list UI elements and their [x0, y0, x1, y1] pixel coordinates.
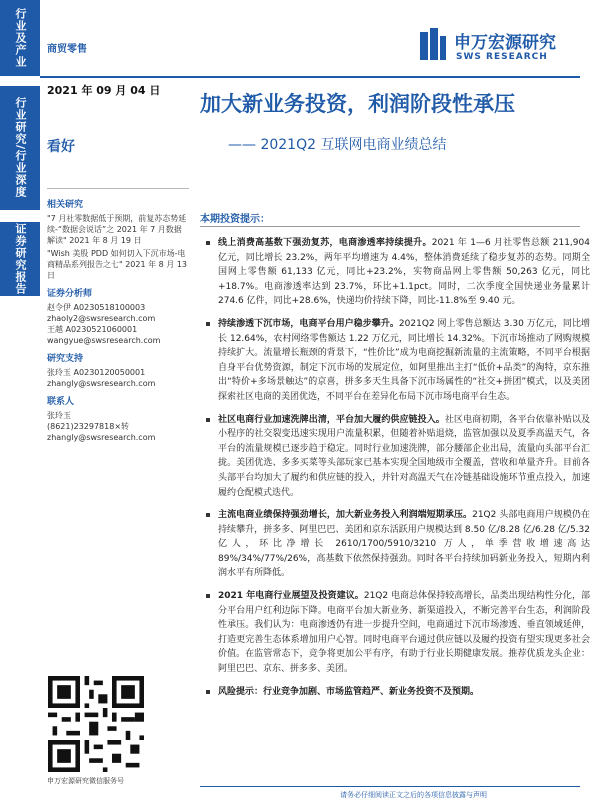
key-point: [200, 413, 590, 501]
key-point: [200, 317, 590, 405]
key-points-list: [200, 236, 590, 707]
key-point-body: 21Q2 头部电商用户规模仍在持续攀升，拼多多、阿里巴巴、美团和京东活跃用户规模达到 8.50 亿/8.28 亿/6.28 亿/5.32 亿人，环比净增长 2610/1700/5910/3210 万人，单季营收增速高达 89%/34%/77%/26%，高基数下依然保持强劲。同时各平台持续加码新业务投入，短期内利润水平有所降低。: [218, 510, 590, 579]
key-point-lead: 2021 年电商行业展望及投资建议。: [218, 591, 364, 602]
key-point-body: 社区电商初期，各平台依靠补贴以及小程序的社交裂变迅速实现用户流量积累，但随着补贴退烧，监管加强以及夏季高温天气，各平台的流量规模已逐步趋于稳定。同时行业加速洗牌，部分腰部企业出局，流量向头部平台汇拢。美团优选、多多买菜等头部玩家已基本实现全国地级市全覆盖，营收和单量齐升。目前各头部平台均加大了履约和供应链的投入，并针对高温天气在冷链基础设施环节重点投入，加速履约仓配模式迭代。: [218, 414, 590, 498]
footer-divider: [200, 786, 580, 787]
rating-divider: [47, 188, 189, 189]
analyst-line: 王越 A0230521060001: [47, 325, 138, 334]
analysts-heading: 证券分析师: [47, 289, 93, 299]
contact-block: [47, 397, 189, 443]
contact-heading: 联系人: [47, 397, 75, 407]
contact-phone: (8621)23297818×转: [47, 422, 130, 431]
key-point-body: 2021Q2 网上零售总额达 3.30 万亿元，同比增长 12.64%，农村网络零售额达 1.22 万亿元，同比增长 14.32%。下沉市场推动了网购规模持续扩大。流量增长瓶颈的背景下，“性价比”成为电商挖掘新流量的主流策略，不同平台根据自身平台优势资源，制定下沉市场的发展定位，如阿里推出主打“低价+品类”的淘特，京东推出“特价+多场景触达”的京喜，拼多多天生具备下沉市场属性的“社交+拼团”模式，以及美团探索社区电商的美团优选，不同平台在差异化布局下沉市场电商平台生态。: [218, 318, 590, 402]
assistant-block: [47, 354, 189, 389]
sidebar-tab-industry: [0, 0, 40, 76]
key-points-divider: [200, 226, 580, 227]
sidebar-tab-securities-label: 证券研究报告: [14, 223, 27, 295]
contact-email[interactable]: zhangly@swsresearch.com: [47, 433, 156, 442]
analysts-block: [47, 289, 189, 346]
logo-text-en: SWS RESEARCH: [456, 52, 548, 62]
analyst-email[interactable]: zhaoly2@swsresearch.com: [47, 314, 156, 323]
key-point: [200, 508, 590, 581]
report-subtitle: —— 2021Q2 互联网电商业绩总结: [228, 137, 447, 153]
contact-name: 张玲玉: [47, 411, 71, 420]
sidebar-tab-industry-label: 行业及产业: [14, 8, 27, 68]
key-point-lead: 主流电商业绩保持强劲增长，加大新业务投入利润端短期承压。: [218, 510, 473, 521]
analyst-line: 赵令伊 A0230518100003: [47, 303, 146, 312]
qr-caption: 申万宏源研究微信服务号: [47, 777, 124, 785]
related-research: [47, 200, 189, 281]
key-point-body: 21Q2 电商总体保持较高增长，品类出现结构性分化，部分平台用户红利边际下降。电商平台加大新业务、新渠道投入，不断完善平台生态，利润阶段性承压。我们认为：电商渗透仍有进一步提升空间，电商通过下沉市场渗透、垂直领域延伸，打造更完善生态体系增加用户心智。同时电商平台通过供应链以及履约投资有望实现更多社会价值。在监管常态下，竞争将更加公平有序，有助于行业长期健康发展。推荐优质龙头企业：阿里巴巴、京东、拼多多、美团。: [218, 591, 590, 675]
footer-disclaimer: 请务必仔细阅读正文之后的各项信息披露与声明: [340, 791, 487, 799]
logo-mark-icon: [418, 28, 448, 64]
report-title: 加大新业务投资，利润阶段性承压: [200, 92, 515, 116]
logo-text-cn: 申万宏源研究: [454, 33, 556, 53]
assistant-line: 张玲玉 A0230120050001: [47, 368, 146, 377]
left-column: [47, 200, 189, 443]
key-point-body: 2021 年 1—6 月社零售总额 211,904 亿元，同比增长 23.2%，两年平均增速为 4.4%，整体消费延续了稳步复苏的态势。同期全国网上零售额 61,133 亿元，同比+23.2%，实物商品网上零售额 50,263 亿元，同比+18.7%。电商渗透率达到 23.7%，环比+1.1pct。同时，二次季度全国快递业务量累计 274.6 亿件，同比+28.6%，快递均价持续下降，同比-11.8%至 9.40 元。: [218, 238, 590, 307]
assistant-email[interactable]: zhangly@swsresearch.com: [47, 379, 156, 388]
related-item[interactable]: "7 月社零数据低于预期，前复苏态势延续-“数据会说话”之 2021 年 7 月数据解读" 2021 年 8 月 19 日: [47, 214, 187, 245]
related-item[interactable]: "Wish 美股 PDD 如何切入下沉市场-电商精品系列报告之七" 2021 年 8 月 13 日: [47, 249, 188, 280]
header-divider: [40, 76, 580, 78]
company-logo: [418, 28, 578, 72]
key-point: [200, 236, 590, 309]
sidebar-tab-report-type: [0, 86, 40, 210]
key-points-heading: 本期投资提示：: [200, 214, 270, 225]
risk-note-text: 风险提示：行业竞争加剧、市场监管趋严、新业务投资不及预期。: [218, 686, 480, 697]
related-heading: 相关研究: [47, 200, 84, 210]
key-point-lead: 社区电商行业加速洗牌出清，平台加大履约供应链投入。: [218, 414, 445, 425]
risk-note: [200, 685, 590, 700]
rating-label: 看好: [47, 139, 75, 155]
qr-code-icon: [48, 676, 144, 772]
sidebar-tab-report-type-label: 行业研究/行业深度: [14, 97, 27, 199]
report-date: 2021 年 09 月 04 日: [47, 84, 161, 97]
sidebar-tab-securities: [0, 222, 40, 296]
key-point: [200, 589, 590, 677]
sector-label: 商贸零售: [47, 44, 87, 55]
assistant-heading: 研究支持: [47, 354, 84, 364]
key-point-lead: 线上消费高基数下强劲复苏，电商渗透率持续提升。: [218, 238, 432, 248]
key-point-lead: 持续渗透下沉市场，电商平台用户稳步攀升。: [218, 318, 399, 329]
analyst-email[interactable]: wangyue@swsresearch.com: [47, 336, 161, 345]
